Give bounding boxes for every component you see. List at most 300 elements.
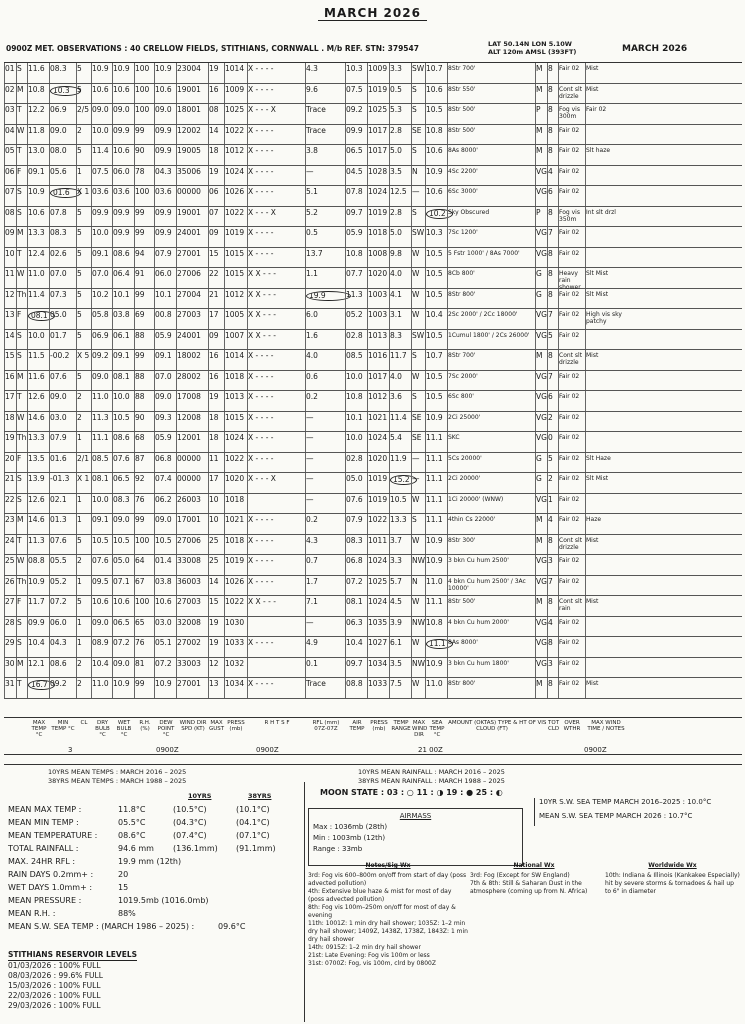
cell-rfl: 7.1 xyxy=(306,598,318,606)
cell-max: 10.6 xyxy=(28,208,45,217)
stat-row xyxy=(8,896,308,909)
cell-pres: 1027 xyxy=(368,639,388,647)
cell-d: 04 xyxy=(5,126,15,135)
cell-ht: X - - - X xyxy=(248,208,276,217)
cell-pres: 1017 xyxy=(368,147,388,155)
cell-dp: 09.3 xyxy=(155,413,172,422)
worldwx-title: Worldwide Wx xyxy=(648,862,697,869)
stat-val: 94.6 mm xyxy=(118,844,154,853)
cell-air: 06.3 xyxy=(346,618,363,627)
cell-dp: 09.9 xyxy=(155,208,172,217)
cell-ht: X - - - - xyxy=(248,188,274,196)
cell-vis: 22 xyxy=(209,270,219,278)
cell-wb: 10.0 xyxy=(113,393,130,401)
cell-pr: 1009 xyxy=(225,85,245,94)
table-row xyxy=(4,63,742,84)
cell-vis: 18 xyxy=(209,413,219,422)
cell-rh: 69 xyxy=(135,311,145,319)
cell-rh: 76 xyxy=(135,639,145,647)
cell-sea: 10.6 xyxy=(426,188,443,196)
cell-cl: 5 xyxy=(77,249,82,258)
cell-sea: 11.1 xyxy=(426,598,443,606)
cell-dp: 09.9 xyxy=(155,229,172,237)
table-row xyxy=(4,617,742,638)
cell-mw: Slt Mist xyxy=(586,290,609,298)
cell-pr: 1005 xyxy=(225,311,245,319)
cell-sea: 10.5 xyxy=(426,372,443,381)
cell-wd: W xyxy=(412,639,420,647)
stat-row xyxy=(8,831,308,844)
stat-val: 88% xyxy=(118,909,136,918)
cell-pr: 1014 xyxy=(225,65,245,73)
cell-mw: Mist xyxy=(586,85,599,93)
cell-ow: Cont slt drizzle xyxy=(559,85,583,100)
cell-wb: 09.9 xyxy=(113,229,130,237)
cell-dp: 07.2 xyxy=(155,659,172,668)
cell-max: 16.7 xyxy=(28,680,55,690)
cell-d: 26 xyxy=(5,577,15,586)
cell-w: W xyxy=(17,126,25,135)
cell-cod: 8 xyxy=(548,639,553,647)
cell-ow: Fog vis 350m xyxy=(559,208,580,223)
cell-wb: 10.9 xyxy=(113,65,130,73)
cell-db: 09.2 xyxy=(92,352,109,360)
cell-dp: 07.0 xyxy=(155,372,172,381)
cell-wd: N xyxy=(412,577,418,586)
cell-pres: 1019 xyxy=(368,208,388,217)
cell-pr: 1018 xyxy=(225,372,245,381)
cell-pr: 1022 xyxy=(225,454,245,463)
cell-rfl: — xyxy=(306,434,314,442)
cell-dp: 10.6 xyxy=(155,598,172,606)
table-row xyxy=(4,658,742,679)
cell-min: 09.0 xyxy=(50,393,67,401)
obs-time-row xyxy=(4,744,742,760)
cell-w: M xyxy=(17,372,24,381)
cell-tr: 3.3 xyxy=(390,557,402,565)
cell-amt: 8Str 700' xyxy=(448,65,476,72)
cell-min: 07.8 xyxy=(50,208,67,217)
cell-db: 05.8 xyxy=(92,311,109,319)
cell-max: 11.5 xyxy=(28,352,45,360)
cell-amt: 1Ci 20000' (WNW) xyxy=(448,495,504,503)
cell-cod: 2 xyxy=(548,475,553,483)
cell-rh: 90 xyxy=(135,147,145,155)
cell-tr: 4.0 xyxy=(390,372,402,381)
cell-ow: Fair 02 xyxy=(559,577,580,585)
cell-vis: 15 xyxy=(209,249,219,258)
cell-cl: 2/1 xyxy=(77,454,90,463)
cell-air: 02.8 xyxy=(346,454,363,463)
cell-pr: 1033 xyxy=(225,639,245,647)
cell-ht: X - - - - xyxy=(248,167,274,176)
cell-cod: 7 xyxy=(548,311,553,319)
cell-wd: W xyxy=(412,290,420,299)
cell-rh: 100 xyxy=(135,188,150,196)
stat-val: 11.8°C xyxy=(118,805,146,814)
cell-w: W xyxy=(17,413,25,422)
cell-wd: NW xyxy=(412,618,425,627)
cell-dp: 06.8 xyxy=(155,454,172,463)
cell-wb: 10.5 xyxy=(113,413,130,422)
cell-cod: 7 xyxy=(548,577,553,586)
cell-max: 12.6 xyxy=(28,495,45,504)
cell-ht: X X - - - xyxy=(248,311,276,319)
daily-observations-table xyxy=(4,63,742,699)
cell-wind: 19001 xyxy=(177,85,201,94)
cell-cl: X 5 xyxy=(77,352,90,360)
cell-sea: 10.5 xyxy=(426,249,443,258)
stat-v10: (04.3°C) xyxy=(173,818,207,827)
cell-wd: NW xyxy=(412,557,425,565)
time-label: 0900Z xyxy=(156,746,179,754)
cell-ow: Fair 02 xyxy=(559,495,580,503)
table-row xyxy=(4,514,742,535)
cell-amt: 7Sc 1200' xyxy=(448,229,478,236)
cell-rh: 100 xyxy=(135,85,150,94)
cell-mw: Slt Mist xyxy=(586,475,609,482)
cell-max: 10.9 xyxy=(28,577,45,586)
table-row xyxy=(4,535,742,556)
cell-wind: 27001 xyxy=(177,680,201,688)
cell-dp: 09.0 xyxy=(155,393,172,401)
cell-wind: 00000 xyxy=(177,454,201,463)
cell-ht: X - - - - xyxy=(248,434,274,442)
cell-st: M xyxy=(536,85,543,94)
cell-wd: W xyxy=(412,495,420,504)
cell-wd: NW xyxy=(412,659,425,668)
cell-rfl: 6.0 xyxy=(306,311,318,319)
cell-cod: 3 xyxy=(548,557,553,565)
cell-w: T xyxy=(17,249,22,258)
cell-pres: 1008 xyxy=(368,249,388,258)
cell-w: T xyxy=(17,147,22,155)
cell-ht: X - - - - xyxy=(248,352,274,360)
cell-wind: 12002 xyxy=(177,126,201,135)
cell-ht: X X - - - xyxy=(248,598,276,606)
table-row xyxy=(4,555,742,576)
pressure-min: Min : 1003mb (12th) xyxy=(313,834,386,842)
cell-wb: 07.2 xyxy=(113,639,130,647)
airmass-box xyxy=(308,808,523,866)
cell-w: F xyxy=(17,598,22,606)
cell-db: 10.2 xyxy=(92,290,109,299)
cell-wb: 09.9 xyxy=(113,126,130,135)
cell-cl: 1 xyxy=(77,516,82,524)
header-ht: R H T S F xyxy=(264,720,290,726)
cell-wd: SW xyxy=(412,229,425,237)
stat-v38: (91.1mm) xyxy=(236,844,276,853)
cell-rfl: — xyxy=(306,475,314,483)
notes-sig-wx xyxy=(308,862,468,968)
cell-db: 11.0 xyxy=(92,393,109,401)
cell-max: 13.9 xyxy=(28,475,45,483)
cell-ow: Cont slt drizzle xyxy=(559,352,583,366)
cell-st: G xyxy=(536,270,542,278)
cell-tr: 7.5 xyxy=(390,680,402,688)
cell-rfl: 0.2 xyxy=(306,516,318,524)
cell-ht: X - - - - xyxy=(248,126,274,135)
cell-cl: 1 xyxy=(77,577,82,586)
cell-tr: 0.5 xyxy=(390,85,402,94)
cell-ow: Fair 02 xyxy=(559,249,580,257)
cell-cl: 2 xyxy=(77,557,82,565)
cell-ht: X - - - - xyxy=(248,393,274,401)
cell-st: P xyxy=(536,106,541,114)
cell-min: 01.6 xyxy=(50,188,81,198)
cell-pr: 1032 xyxy=(225,659,245,668)
moon-state: MOON STATE : 03 : ○ 11 : ◑ 19 : ● 25 : ◐ xyxy=(320,788,503,797)
cell-tr: 2.8 xyxy=(390,126,402,135)
cell-rfl: 5.1 xyxy=(306,188,318,196)
cell-pres: 1017 xyxy=(368,372,388,381)
cell-rfl: Trace xyxy=(306,106,326,114)
cell-rh: 88 xyxy=(135,331,145,340)
cell-pr: 1019 xyxy=(225,557,245,565)
cell-ow: Fair 02 xyxy=(559,454,580,462)
cell-w: Th xyxy=(17,434,26,442)
cell-wind: 35006 xyxy=(177,167,201,176)
cell-max: 08.8 xyxy=(28,557,45,565)
cell-mw: Int slt drzl xyxy=(586,208,616,216)
cell-cod: 8 xyxy=(548,106,553,114)
cell-dp: 09.0 xyxy=(155,516,172,524)
cell-wind: 27003 xyxy=(177,598,201,606)
cell-cl: 5 xyxy=(77,598,82,606)
cell-tr: 3.7 xyxy=(390,536,402,545)
cell-tr: 3.1 xyxy=(390,311,402,319)
cell-pr: 1034 xyxy=(225,680,245,688)
cell-ht: X - - - X xyxy=(248,106,276,114)
cell-wd: S xyxy=(412,352,417,360)
table-row xyxy=(4,391,742,412)
cell-wb: 08.1 xyxy=(113,372,130,381)
cell-rh: 88 xyxy=(135,372,145,381)
cell-air: 09.7 xyxy=(346,659,363,668)
cell-d: 31 xyxy=(5,680,15,688)
cell-w: S xyxy=(17,618,22,627)
cell-vis: 19 xyxy=(209,618,219,627)
stat-row xyxy=(8,909,308,922)
note-line: 14th: 0915Z: 1–2 min dry hail shower xyxy=(308,944,421,951)
cell-st: VG xyxy=(536,249,547,258)
cell-cl: 5 xyxy=(77,65,82,73)
cell-db: 11.0 xyxy=(92,680,109,688)
altitude: ALT 120m AMSL (393FT) xyxy=(488,48,577,56)
cell-min: 08.0 xyxy=(50,147,67,155)
cell-db: 06.9 xyxy=(92,331,109,340)
cell-rfl: 0.7 xyxy=(306,557,318,565)
cell-amt: SKC xyxy=(448,434,460,441)
cell-amt: 1Cumul 1800' / 2Cs 26000' xyxy=(448,331,530,339)
cell-w: W xyxy=(17,557,25,565)
cell-wd: S xyxy=(412,106,417,114)
cell-min: 07.3 xyxy=(50,290,67,299)
table-row xyxy=(4,125,742,146)
cell-ht: X X - - - xyxy=(248,331,276,340)
cell-wb: 09.0 xyxy=(113,106,130,114)
cell-w: T xyxy=(17,536,22,545)
table-row xyxy=(4,350,742,371)
cell-min: 05.2 xyxy=(50,577,67,586)
cell-dp: 10.1 xyxy=(155,290,172,299)
cell-air: 05.9 xyxy=(346,229,363,237)
header-wind: WIND DIR SPD (KT) xyxy=(179,720,207,732)
cell-db: 07.6 xyxy=(92,557,109,565)
cell-sea: 10.5 xyxy=(426,270,443,278)
cell-d: 18 xyxy=(5,413,15,422)
cell-dp: 00.8 xyxy=(155,311,172,319)
stat-row xyxy=(8,818,308,831)
cell-d: 01 xyxy=(5,65,15,73)
cell-pres: 1012 xyxy=(368,393,388,401)
cell-wb: 06.1 xyxy=(113,331,130,340)
cell-d: 07 xyxy=(5,188,15,196)
cell-ow: Fair 02 xyxy=(559,167,580,175)
cell-d: 06 xyxy=(5,167,15,176)
cell-w: F xyxy=(17,167,22,176)
cell-cl: 2 xyxy=(77,659,82,668)
cell-air: 05.0 xyxy=(346,475,363,483)
cell-air: 07.8 xyxy=(346,188,363,196)
cell-pres: 1020 xyxy=(368,454,388,463)
cell-rfl: 19.9 xyxy=(306,291,351,301)
cell-pr: 1018 xyxy=(225,536,245,545)
cell-wb: 10.1 xyxy=(113,290,130,299)
cell-wind: 19005 xyxy=(177,147,201,155)
stat-val: 09.6°C xyxy=(218,922,246,931)
cell-amt: 4 bkn Cu hum 2500' / 3Ac 10000' xyxy=(448,577,526,592)
stat-val: 05.5°C xyxy=(118,818,146,827)
cell-rfl: — xyxy=(306,167,314,176)
cell-wb: 08.3 xyxy=(113,495,130,504)
cell-tr: 9.8 xyxy=(390,249,402,258)
cell-db: 10.6 xyxy=(92,598,109,606)
cell-tr: 12.5 xyxy=(390,188,407,196)
cell-rh: 91 xyxy=(135,270,145,278)
cell-wind: 27004 xyxy=(177,290,201,299)
cell-rh: 88 xyxy=(135,393,145,401)
cell-d: 25 xyxy=(5,557,15,565)
cell-cod: 4 xyxy=(548,618,553,627)
cell-wd: S xyxy=(412,516,417,524)
mean-rainfall-38yr: 38YRS MEAN RAINFALL : MARCH 1988 – 2025 xyxy=(358,777,505,785)
cell-db: 08.9 xyxy=(92,639,109,647)
cell-cl: 2 xyxy=(77,680,82,688)
cell-vis: 16 xyxy=(209,352,219,360)
cell-w: Th xyxy=(17,577,26,586)
cell-vis: 19 xyxy=(209,65,219,73)
cell-wind: 27003 xyxy=(177,311,201,319)
natwx-title: National Wx xyxy=(513,862,555,869)
cell-wb: 08.6 xyxy=(113,434,130,442)
table-row xyxy=(4,412,742,433)
cell-dp: 03.6 xyxy=(155,188,172,196)
table-row xyxy=(4,166,742,187)
cell-dp: 09.9 xyxy=(155,126,172,135)
col-10yrs: 10YRS xyxy=(188,792,212,800)
cell-max: 10.4 xyxy=(28,639,45,647)
cell-pres: 1024 xyxy=(368,434,388,442)
cell-ow: Fair 02 xyxy=(559,188,580,195)
cell-w: F xyxy=(17,311,22,319)
cell-cl: 5 xyxy=(77,85,82,94)
monthly-statistics xyxy=(8,805,308,935)
cell-ht: X - - - - xyxy=(248,680,274,688)
cell-mw: Fair 02 xyxy=(586,106,607,113)
cell-amt: 3 bkn Cu hum 1800' xyxy=(448,659,509,667)
cell-cod: 2 xyxy=(548,413,553,422)
cell-db: 09.0 xyxy=(92,372,109,381)
cell-st: VG xyxy=(536,495,547,504)
cell-min: 01.3 xyxy=(50,516,67,524)
cell-dp: 06.0 xyxy=(155,270,172,278)
header-cod: TOT CLD xyxy=(548,720,560,732)
cell-vis: 10 xyxy=(209,495,219,504)
cell-db: 11.4 xyxy=(92,147,109,155)
cell-min: -00.2 xyxy=(50,352,70,360)
cell-wd: W xyxy=(412,270,420,278)
cell-vis: 08 xyxy=(209,106,219,114)
note-line: 3rd: Fog vis 600–800m on/off from start of day (poss advected pollution) xyxy=(308,872,467,887)
cell-min: 05.5 xyxy=(50,557,67,565)
cell-st: VG xyxy=(536,618,547,627)
cell-db: 03.6 xyxy=(92,188,109,196)
table-row xyxy=(4,432,742,453)
cell-sea: 10.7 xyxy=(426,352,443,360)
cell-wd: W xyxy=(412,372,420,381)
cell-wd: N xyxy=(412,167,418,176)
cell-wb: 03.6 xyxy=(113,188,130,196)
cell-wind: 33008 xyxy=(177,557,201,565)
cell-cl: 1 xyxy=(77,495,82,504)
cell-wb: 06.4 xyxy=(113,270,130,278)
cell-cl: 5 xyxy=(77,290,82,299)
cell-d: 22 xyxy=(5,495,15,504)
cell-vis: 13 xyxy=(209,680,219,688)
cell-d: 12 xyxy=(5,290,15,299)
cell-rfl: 0.6 xyxy=(306,372,318,381)
cell-wd: SE xyxy=(412,413,422,422)
cell-d: 14 xyxy=(5,331,15,340)
cell-pr: 1026 xyxy=(225,577,245,586)
cell-amt: 8Str 500' xyxy=(448,598,476,605)
cell-vis: 10 xyxy=(209,516,219,524)
cell-ow: Cont slt drizzle xyxy=(559,536,583,551)
cell-sea: 10.3 xyxy=(426,229,443,237)
cell-cl: 5 xyxy=(77,270,82,278)
cell-pr: 1025 xyxy=(225,106,245,114)
cell-wb: 06.5 xyxy=(113,475,130,483)
cell-wind: 27001 xyxy=(177,249,201,258)
cell-vis: 19 xyxy=(209,393,219,401)
cell-dp: 01.4 xyxy=(155,557,172,565)
cell-cod: 3 xyxy=(548,659,553,668)
cell-w: S xyxy=(17,352,22,360)
cell-amt: 6Sc 3000' xyxy=(448,188,478,195)
cell-st: M xyxy=(536,536,543,545)
cell-sea: 11.1 xyxy=(426,495,443,504)
cell-ow: Fair 02 xyxy=(559,516,580,523)
cell-wind: 12008 xyxy=(177,413,201,422)
cell-sea: 11.1 xyxy=(426,639,453,649)
cell-d: 28 xyxy=(5,618,15,627)
cell-wb: 06.5 xyxy=(113,618,130,627)
cell-d: 15 xyxy=(5,352,15,360)
cell-ht: X - - - - xyxy=(248,85,274,94)
table-row xyxy=(4,576,742,597)
cell-db: 10.4 xyxy=(92,659,109,668)
